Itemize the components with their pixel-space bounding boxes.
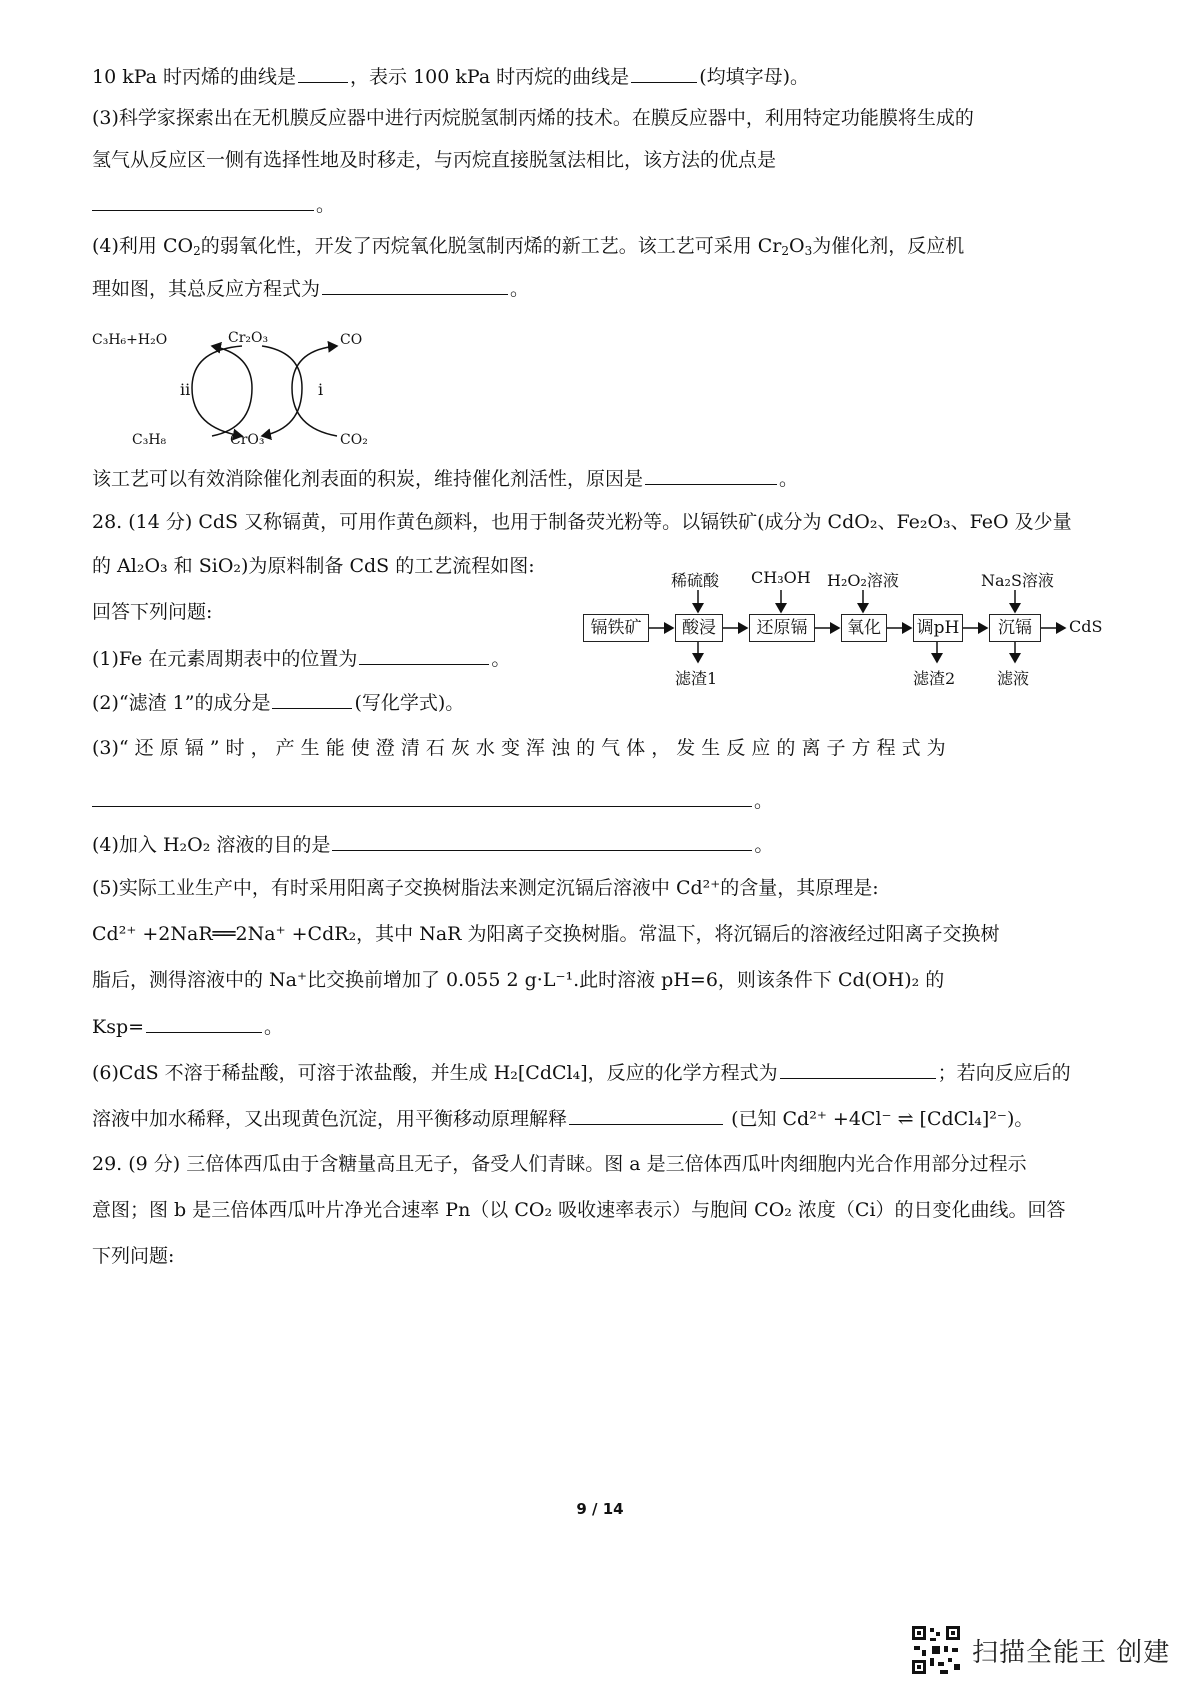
q27-part4-line1: (4)利用 $CO_2$的弱氧化性，开发了丙烷氧化脱氢制丙烯的新工艺。该工艺可采用 $Cr_2O_3$为催化剂，反应机 [92, 235, 965, 258]
text: 。 [754, 790, 774, 812]
label-cr2o3: Cr₂O₃ [228, 330, 269, 346]
flow-reagent: Na₂S溶液 [981, 571, 1054, 590]
text: ，表示 100 kPa 时丙烷的曲线是 [350, 66, 630, 88]
flow-step-ore: 镉铁矿 [583, 614, 649, 642]
q28-q6-line2 [92, 1104, 1033, 1133]
label-cro3: CrO₃ [230, 432, 265, 448]
q29-line1: 29. (9 分) 三倍体西瓜由于含糖量高且无子，备受人们青睐。图 a 是三倍体西瓜叶肉细胞内光合作用部分过程示 [92, 1153, 1027, 1175]
flow-output: 滤渣1 [675, 669, 718, 688]
flow-step-adjust-ph: 调pH [913, 614, 963, 642]
q27-part4-line3 [92, 464, 798, 493]
text: (4)加入 H₂O₂ 溶液的目的是 [92, 834, 331, 856]
q29-line3: 下列问题: [92, 1245, 175, 1267]
text: ；若向反应后的 [937, 1062, 1071, 1084]
q28-intro-line2: 的 Al₂O₃ 和 SiO₂)为原料制备 CdS 的工艺流程如图: [92, 555, 535, 577]
flow-reagent: H₂O₂溶液 [827, 571, 899, 590]
answer-blank[interactable] [298, 62, 348, 83]
flow-step-reduce-cd: 还原镉 [749, 614, 815, 642]
answer-blank[interactable] [272, 688, 352, 709]
answer-blank[interactable] [645, 464, 777, 485]
q29-line2: 意图；图 b 是三倍体西瓜叶片净光合速率 Pn（以 CO₂ 吸收速率表示）与胞间 CO₂ 浓度（Ci）的日变化曲线。回答 [92, 1199, 1066, 1221]
label-c3h6-h2o: C₃H₆+H₂O [92, 332, 168, 348]
q28-q4 [92, 830, 773, 859]
text: (均填字母)。 [699, 66, 810, 88]
process-flow-diagram [583, 568, 1123, 688]
q28-q3-blank-line [92, 786, 773, 815]
qr-code-icon [910, 1624, 962, 1676]
answer-blank[interactable] [631, 62, 697, 83]
answer-blank[interactable] [332, 830, 752, 851]
text: 。 [264, 1016, 284, 1038]
text: (写化学式)。 [354, 692, 465, 714]
text: O [789, 235, 805, 257]
q28-q2 [92, 688, 464, 717]
page-number: 9 / 14 [576, 1500, 624, 1518]
scanner-watermark [910, 1630, 1170, 1670]
q28-prompt: 回答下列问题: [92, 601, 213, 623]
text: 。 [754, 834, 774, 856]
q27-part3-line1: (3)科学家探索出在无机膜反应器中进行丙烷脱氢制丙烯的技术。在膜反应器中，利用特定功能膜将生成的 [92, 107, 974, 129]
answer-blank[interactable] [780, 1058, 936, 1079]
scanner-text: 扫描全能王 创建 [972, 1637, 1171, 1668]
text: (4)利用 CO [92, 235, 194, 257]
flow-product: CdS [1069, 617, 1103, 636]
text: 的弱氧化性，开发了丙烷氧化脱氢制丙烯的新工艺。该工艺可采用 Cr [200, 235, 782, 257]
text: Ksp= [92, 1016, 145, 1038]
label-step-ii: ii [180, 380, 191, 399]
q28-q1 [92, 644, 510, 673]
answer-blank[interactable] [92, 786, 752, 807]
flow-reagent: CH₃OH [751, 568, 811, 587]
flow-step-acid-leach: 酸浸 [675, 614, 723, 642]
reaction-cycle-diagram [92, 330, 422, 454]
q28-intro-line1: 28. (14 分) CdS 又称镉黄，可用作黄色颜料，也用于制备荧光粉等。以镉铁矿(成分为 CdO₂、Fe₂O₃、FeO 及少量 [92, 511, 1072, 533]
label-co2: CO₂ [340, 432, 368, 448]
label-c3h8: C₃H₈ [132, 432, 167, 448]
text: 理如图，其总反应方程式为 [92, 278, 321, 300]
text: 溶液中加水稀释，又出现黄色沉淀，用平衡移动原理解释 [92, 1108, 568, 1130]
text: (1)Fe 在元素周期表中的位置为 [92, 648, 358, 670]
q27-part3-blank-line [92, 190, 335, 219]
flow-reagent: 稀硫酸 [671, 571, 720, 590]
flow-step-oxidize: 氧化 [841, 614, 887, 642]
text: (已知 Cd²⁺ +4Cl⁻ ⇌ [CdCl₄]²⁻)。 [731, 1108, 1034, 1130]
q28-q5-line1: (5)实际工业生产中，有时采用阳离子交换树脂法来测定沉镉后溶液中 Cd²⁺的含量，其原理是: [92, 877, 879, 899]
q27-part3-line2: 氢气从反应区一侧有选择性地及时移走，与丙烷直接脱氢法相比，该方法的优点是 [92, 149, 777, 171]
flow-step-precipitate: 沉镉 [989, 614, 1041, 642]
text: 。 [491, 648, 511, 670]
q27-line1 [92, 62, 809, 91]
label-co: CO [340, 332, 363, 348]
q28-q5-line3: 脂后，测得溶液中的 Na⁺比交换前增加了 0.055 2 g·L⁻¹.此时溶液 pH=6，则该条件下 Cd(OH)₂ 的 [92, 969, 945, 991]
text: 。 [316, 194, 336, 216]
flow-output: 滤渣2 [913, 669, 956, 688]
q28-q5-line2: Cd²⁺ +2NaR══2Na⁺ +CdR₂，其中 NaR 为阳离子交换树脂。常温下，将沉镉后的溶液经过阳离子交换树 [92, 923, 1000, 945]
text: 。 [779, 468, 799, 490]
answer-blank[interactable] [359, 644, 489, 665]
answer-blank[interactable] [92, 190, 314, 211]
q28-q5-ksp [92, 1012, 283, 1041]
text: 。 [510, 278, 530, 300]
text: 10 kPa 时丙烯的曲线是 [92, 66, 297, 88]
text: 为催化剂，反应机 [812, 235, 965, 257]
q28-q3: (3)“ 还 原 镉 ” 时 ， 产 生 能 使 澄 清 石 灰 水 变 浑 浊 的 气 体 ， 发 生 反 应 的 离 子 方 程 式 为 [92, 737, 946, 759]
q27-part4-line2 [92, 274, 529, 303]
text: 该工艺可以有效消除催化剂表面的积炭，维持催化剂活性，原因是 [92, 468, 644, 490]
text: (6)CdS 不溶于稀盐酸，可溶于浓盐酸，并生成 H₂[CdCl₄]，反应的化学方程式为 [92, 1062, 778, 1084]
label-step-i: i [318, 380, 324, 399]
text: (2)“滤渣 1”的成分是 [92, 692, 271, 714]
q28-q6-line1 [92, 1058, 1071, 1087]
answer-blank[interactable] [146, 1012, 262, 1033]
answer-blank[interactable] [322, 274, 508, 295]
answer-blank[interactable] [569, 1104, 723, 1125]
flow-output: 滤液 [997, 669, 1030, 688]
